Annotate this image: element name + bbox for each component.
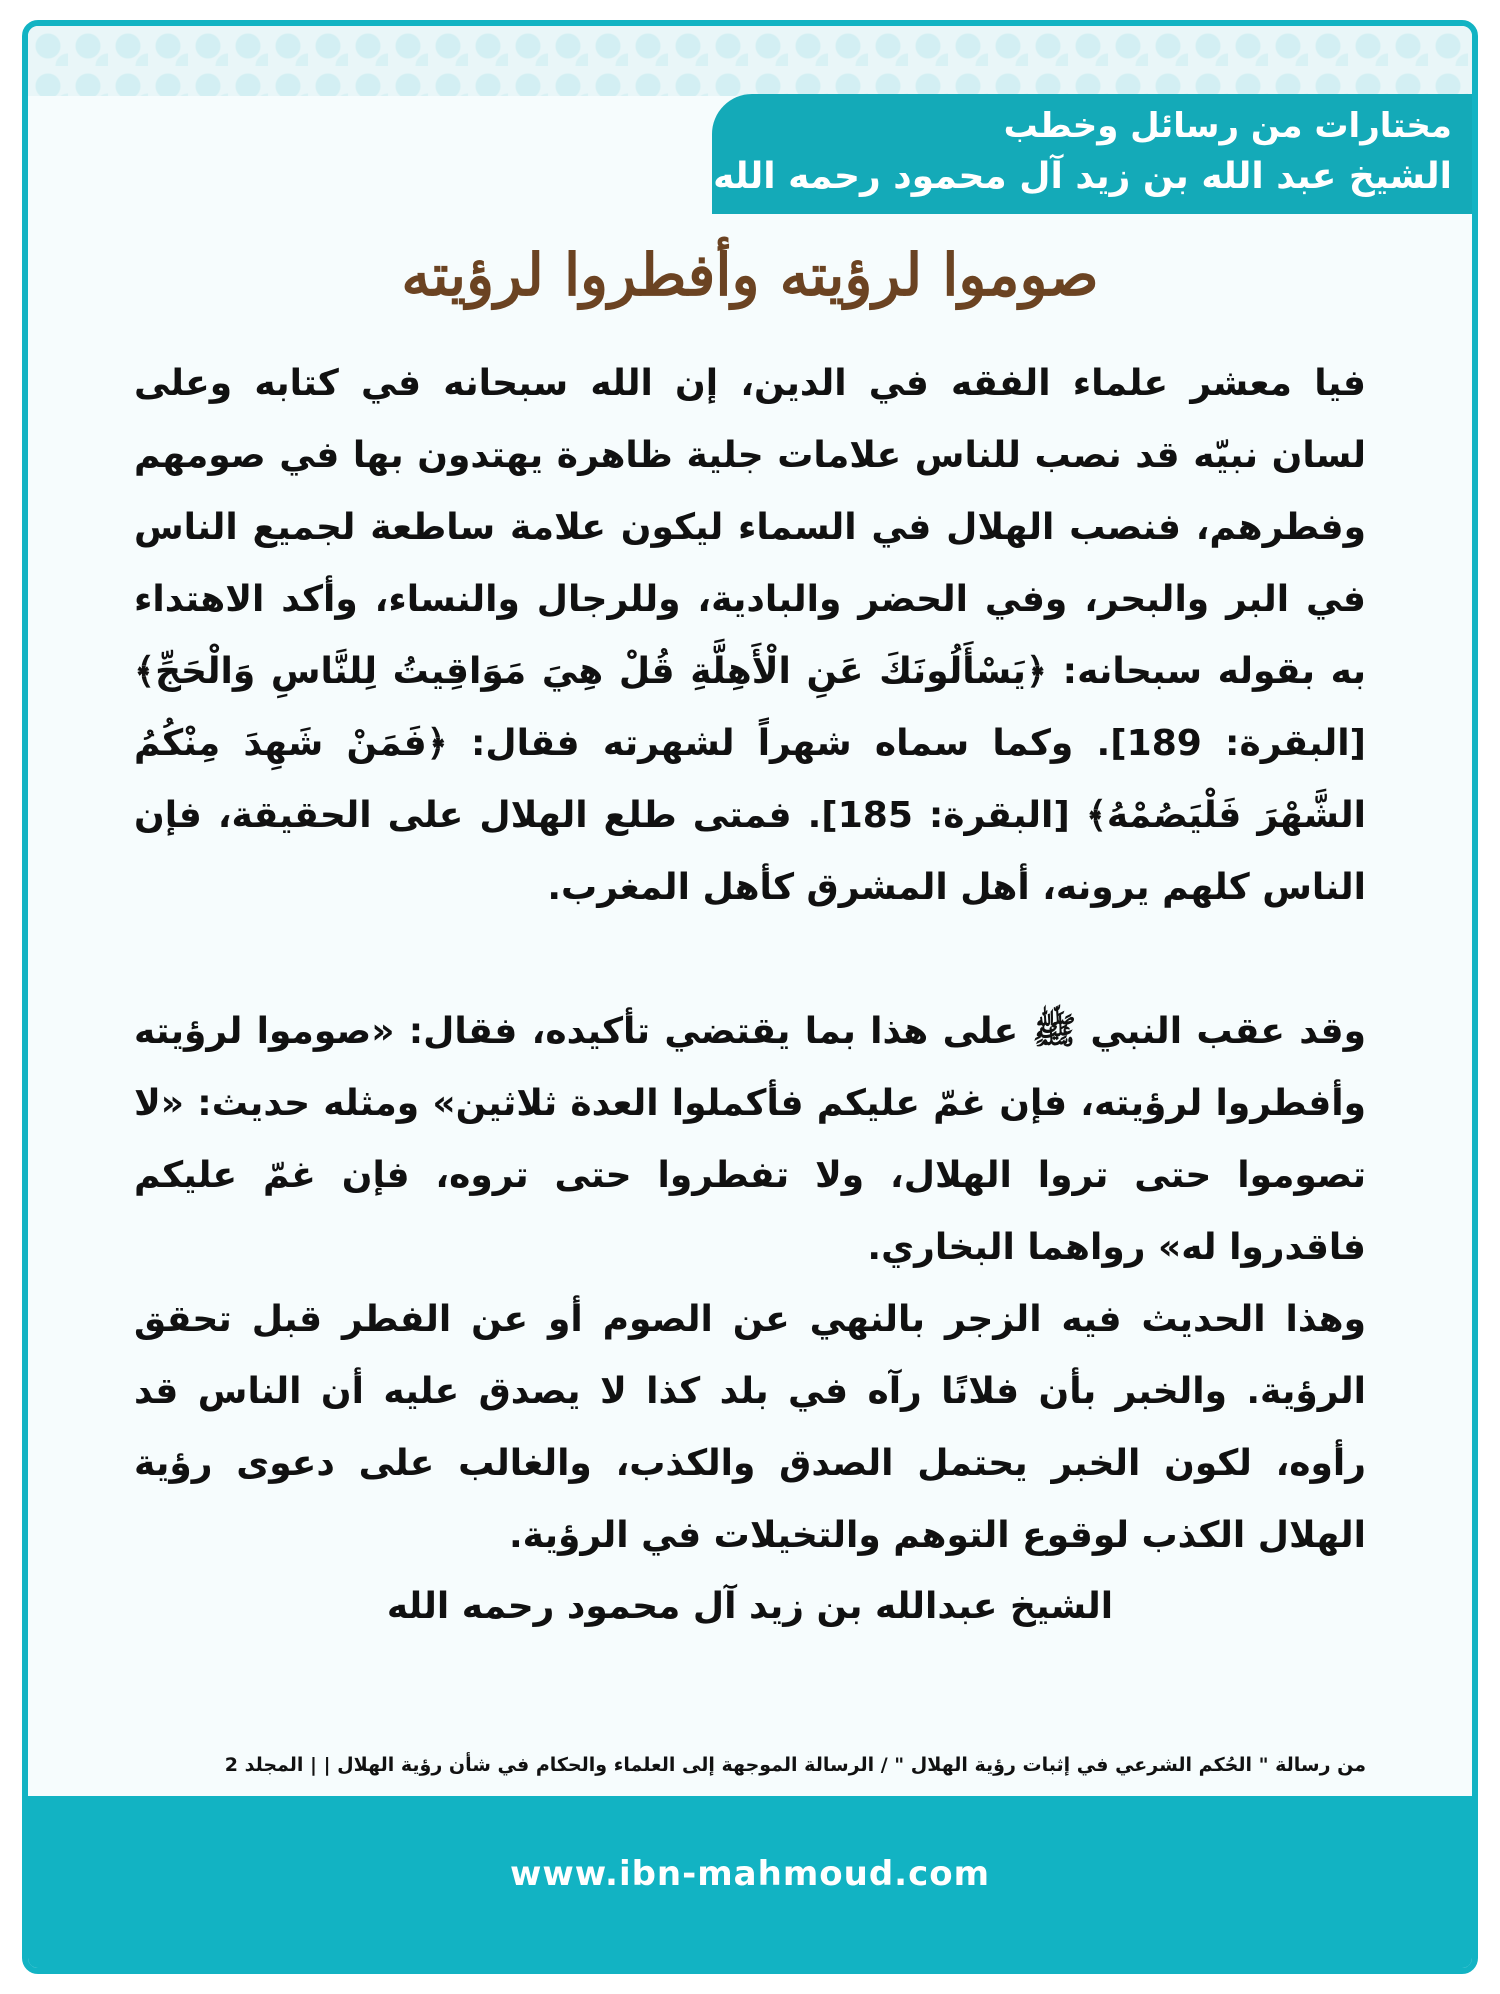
decorative-pattern (28, 26, 1472, 96)
author-name-header: الشيخ عبد الله بن زيد آل محمود رحمه الله (713, 156, 1452, 197)
website-link[interactable]: www.ibn-mahmoud.com (509, 1854, 991, 1894)
paragraph-2: وقد عقب النبي ﷺ على هذا بما يقتضي تأكيده، فقال: «صوموا لرؤيته وأفطروا لرؤيته، فإن غمّ عليكم فأكملوا العدة ثلاثين» ومثله حديث: «لا تصوموا حتى تروا الهلال، ولا تفطروا حتى تروه، فإن غمّ عليكم فاقدروا له» رواهما البخاري. (134, 1011, 1366, 1268)
paragraph-3: وهذا الحديث فيه الزجر بالنهي عن الصوم أو عن الفطر قبل تحقق الرؤية. والخبر بأن فلانًا رآه في بلد كذا لا يصدق عليه أن الناس قد رأوه، لكون الخبر يحتمل الصدق والكذب، والغالب على دعوى رؤية الهلال الكذب لوقوع التوهم والتخيلات في الرؤية. (134, 1299, 1366, 1556)
series-title: مختارات من رسائل وخطب (1003, 106, 1452, 146)
signature: الشيخ عبدالله بن زيد آل محمود رحمه الله (386, 1586, 1114, 1627)
page-frame (22, 20, 1478, 1974)
source-citation: من رسالة " الحُكم الشرعي في إثبات رؤية الهلال " / الرسالة الموجهة إلى العلماء والحكام في شأن رؤية الهلال | | المجلد 2 (224, 1754, 1366, 1776)
header-band (712, 94, 1472, 214)
footer-band (28, 1796, 1472, 1968)
paragraph-1: فيا معشر علماء الفقه في الدين، إن الله سبحانه في كتابه وعلى لسان نبيّه قد نصب للناس علامات جلية ظاهرة يهتدون بها في صومهم وفطرهم، فنصب الهلال في السماء ليكون علامة ساطعة لجميع الناس في البر والبحر، وفي الحضر والبادية، وللرجال والنساء، وأكد الاهتداء به بقوله سبحانه: ﴿يَسْأَلُونَكَ عَنِ الْأَهِلَّةِ قُلْ هِيَ مَوَاقِيتُ لِلنَّاسِ وَالْحَجِّ﴾ [البقرة: 189]. وكما سماه شهراً لشهرته فقال: ﴿فَمَنْ شَهِدَ مِنْكُمُ الشَّهْرَ فَلْيَصُمْهُ﴾ [البقرة: 185]. فمتى طلع الهلال على الحقيقة، فإن الناس كلهم يرونه، أهل المشرق كأهل المغرب. (134, 363, 1367, 908)
paragraph-spacer (134, 924, 1366, 996)
page-title: صوموا لرؤيته وأفطروا لرؤيته (401, 241, 1099, 309)
article-body (134, 348, 1366, 1572)
